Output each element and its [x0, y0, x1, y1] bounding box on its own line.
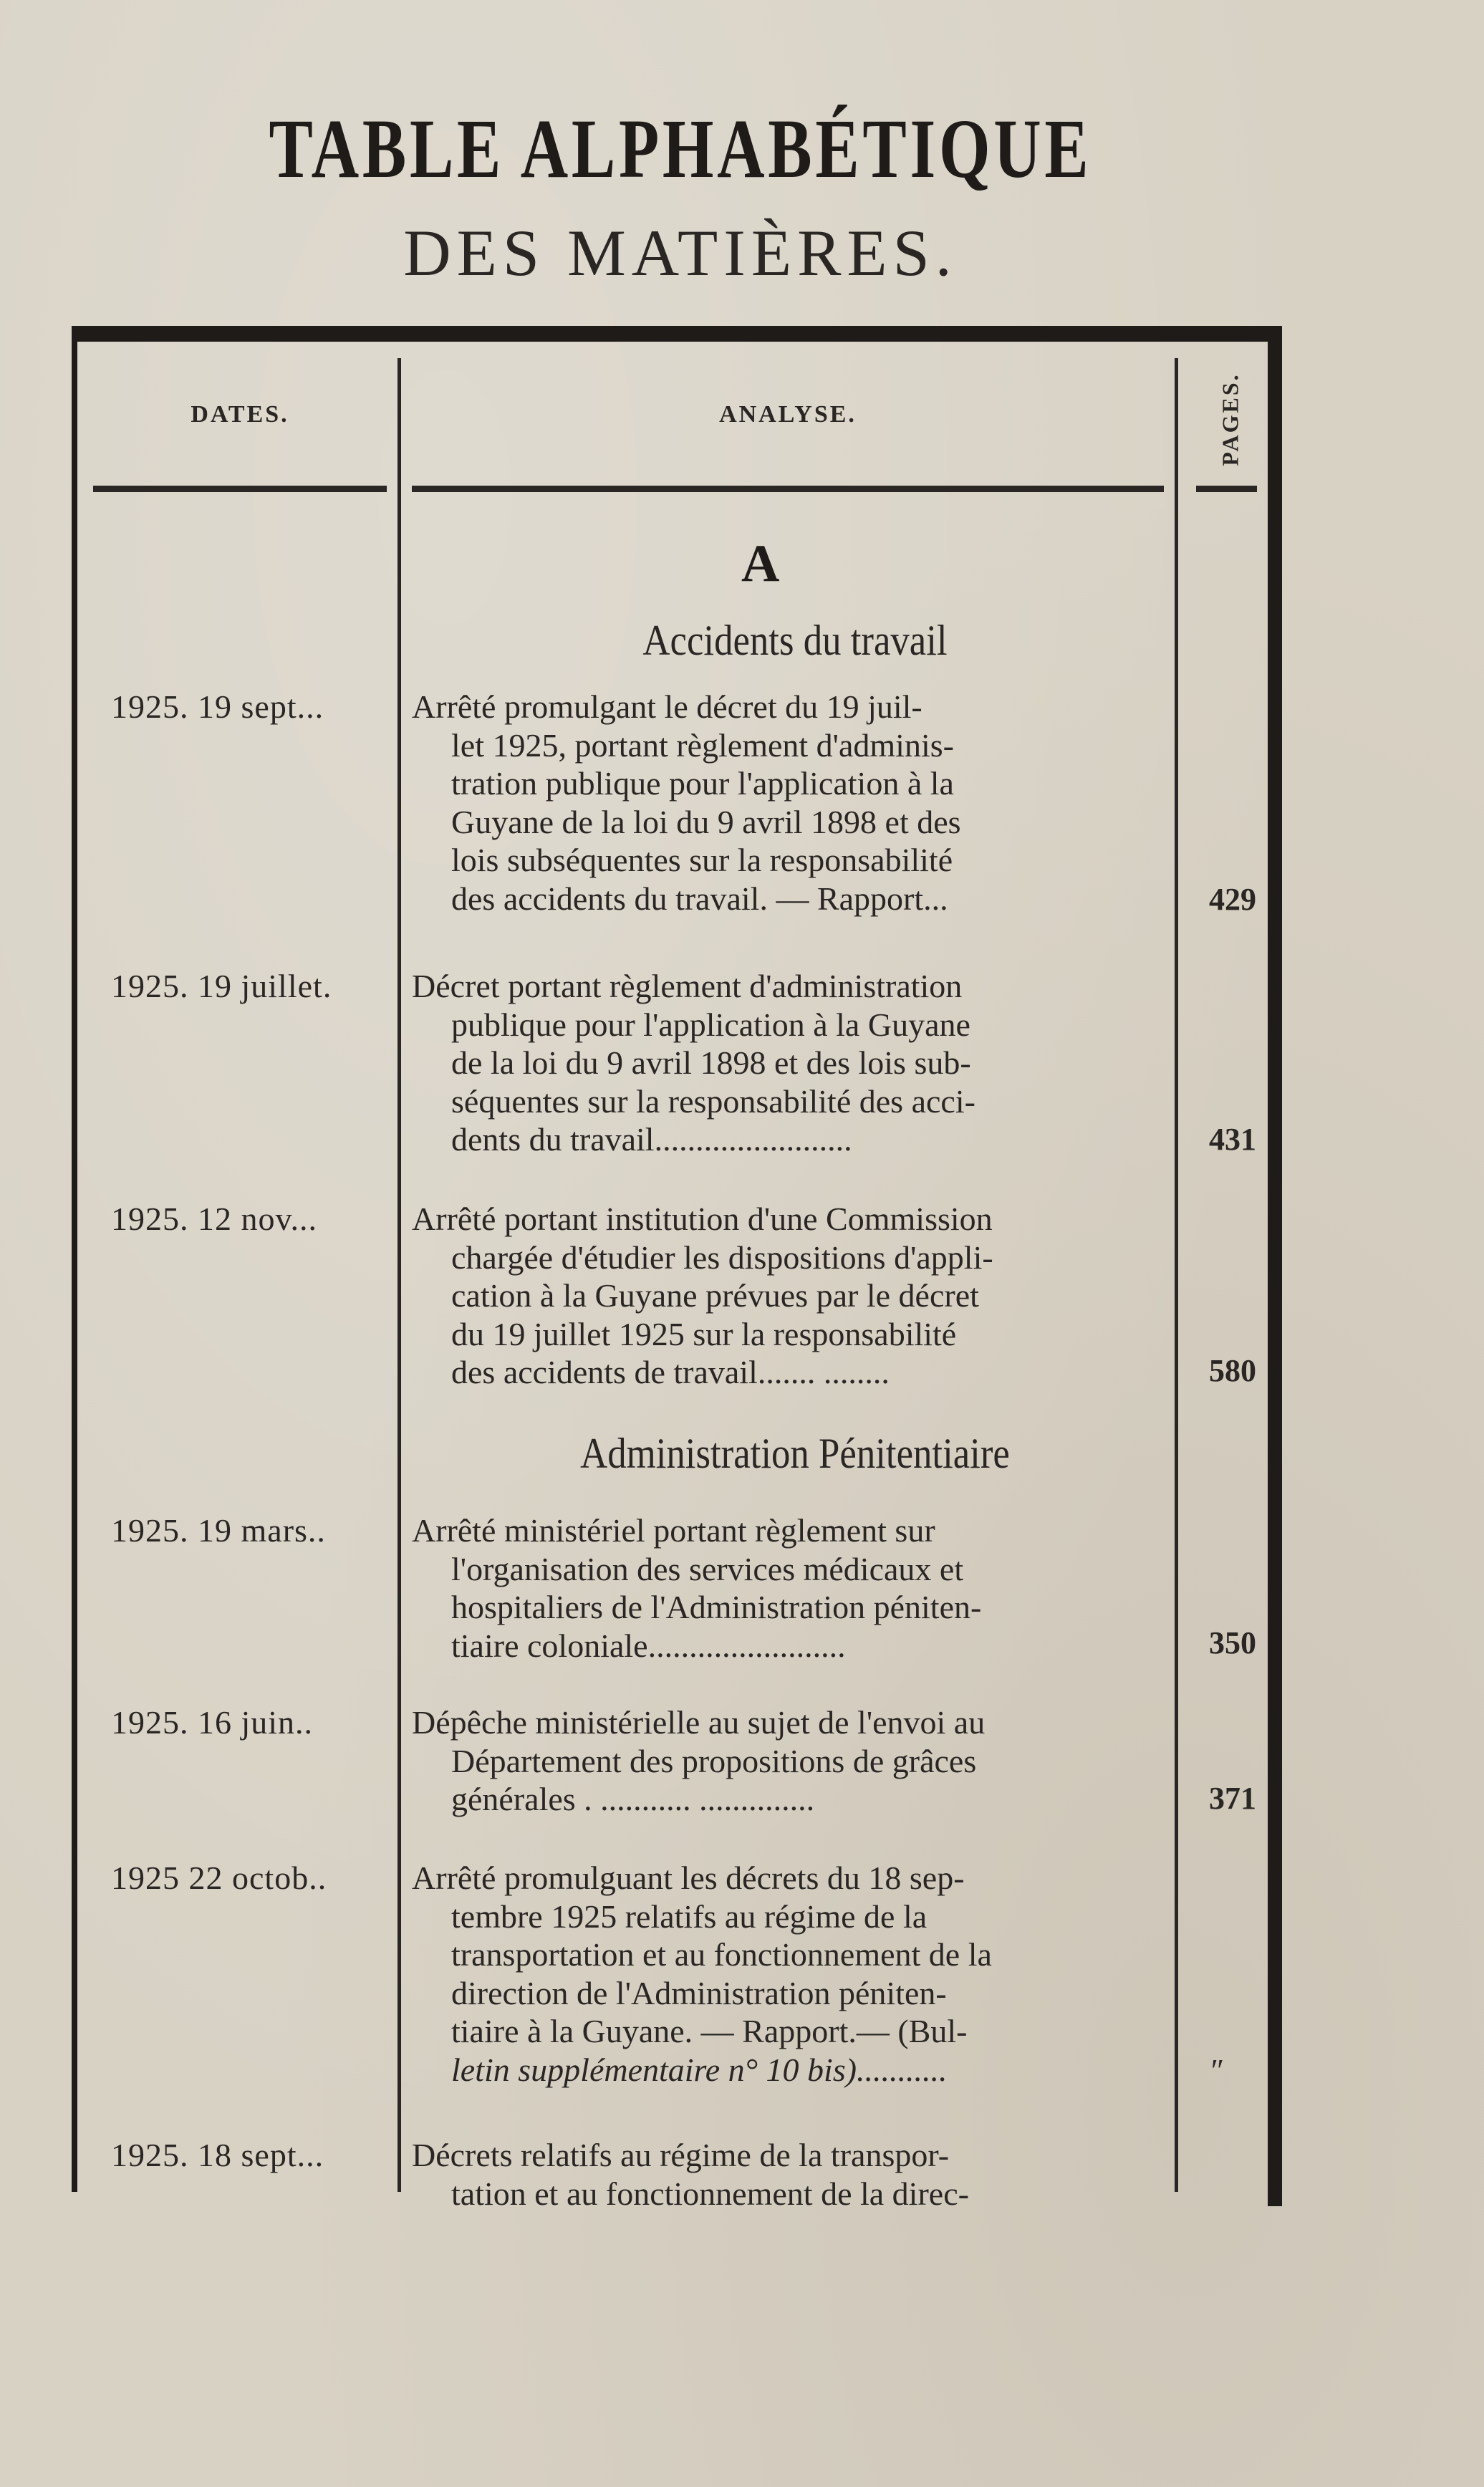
entry-date: 1925. 19 sept... — [111, 688, 324, 725]
table-right-rule — [1268, 326, 1282, 2206]
entry-page-number: 431 — [1209, 1122, 1256, 1157]
entry-page-number: 429 — [1209, 882, 1256, 917]
table-top-rule — [72, 326, 1278, 342]
column-header-pages: PAGES. — [1217, 372, 1243, 466]
page-subtitle: DES MATIÈRES. — [403, 216, 958, 289]
entry-date: 1925 22 octob.. — [111, 1860, 327, 1896]
column-divider-pages — [1175, 358, 1178, 2192]
entry-date: 1925. 18 sept... — [111, 2137, 324, 2173]
header-rule-analyse — [412, 486, 1164, 492]
page-title: TABLE ALPHABÉTIQUE — [269, 102, 1092, 196]
entry-text: Dépêche ministérielle au sujet de l'envoi au Département des propositions de grâces générales . ........... .............. — [412, 1704, 986, 1817]
header-rule-dates — [93, 486, 387, 492]
section-letter: A — [741, 534, 780, 593]
section-heading: Administration Pénitentiaire — [580, 1430, 1010, 1477]
entry-text: Arrêté portant institution d'une Commission chargée d'étudier les dispositions d'appli- cation à la Guyane prévues par le décret du 19 juillet 1925 sur la responsabilité des accidents de travail....... ........ — [412, 1201, 993, 1390]
entry-page-number: 371 — [1209, 1781, 1256, 1816]
entry-text: Décret portant règlement d'administration publique pour l'application à la Guyane de la loi du 9 avril 1898 et des lois sub- séquentes sur la responsabilité des acci- dents du travail........................ — [412, 968, 975, 1158]
entry-page-number: ″ — [1209, 2053, 1223, 2088]
entry-text: Arrêté promulguant les décrets du 18 sep- tembre 1925 relatifs au régime de la transportation et au fonctionnement de la direction de l'Administration péniten- tiaire à la Guyane. — Rapport.— (Bul- letin supplémentaire n° 10 bis)........... — [412, 1860, 992, 2088]
column-header-analyse: ANALYSE. — [719, 401, 857, 428]
table-left-rule — [72, 326, 77, 2192]
entry-page-number: 350 — [1209, 1625, 1256, 1660]
entry-date: 1925. 19 mars.. — [111, 1512, 326, 1549]
entry-text: Arrêté ministériel portant règlement sur l'organisation des services médicaux et hospitaliers de l'Administration péniten- tiaire coloniale........................ — [412, 1512, 982, 1664]
entry-date: 1925. 19 juillet. — [111, 968, 332, 1004]
header-rule-pages — [1196, 486, 1257, 492]
entry-text: Arrêté promulgant le décret du 19 juil- let 1925, portant règlement d'adminis- tration publique pour l'application à la Guyane de la loi du 9 avril 1898 et des lois subséquentes sur la responsabilité des accidents du travail. — Rapport... — [412, 688, 961, 917]
entry-date: 1925. 16 juin.. — [111, 1704, 314, 1741]
section-heading: Accidents du travail — [642, 617, 948, 664]
column-divider-dates — [398, 358, 401, 2192]
entry-text: Décrets relatifs au régime de la transpor- tation et au fonctionnement de la direc- — [412, 2137, 969, 2212]
entry-page-number: 580 — [1209, 1353, 1256, 1388]
column-header-dates: DATES. — [191, 401, 289, 428]
entry-date: 1925. 12 nov... — [111, 1201, 318, 1237]
